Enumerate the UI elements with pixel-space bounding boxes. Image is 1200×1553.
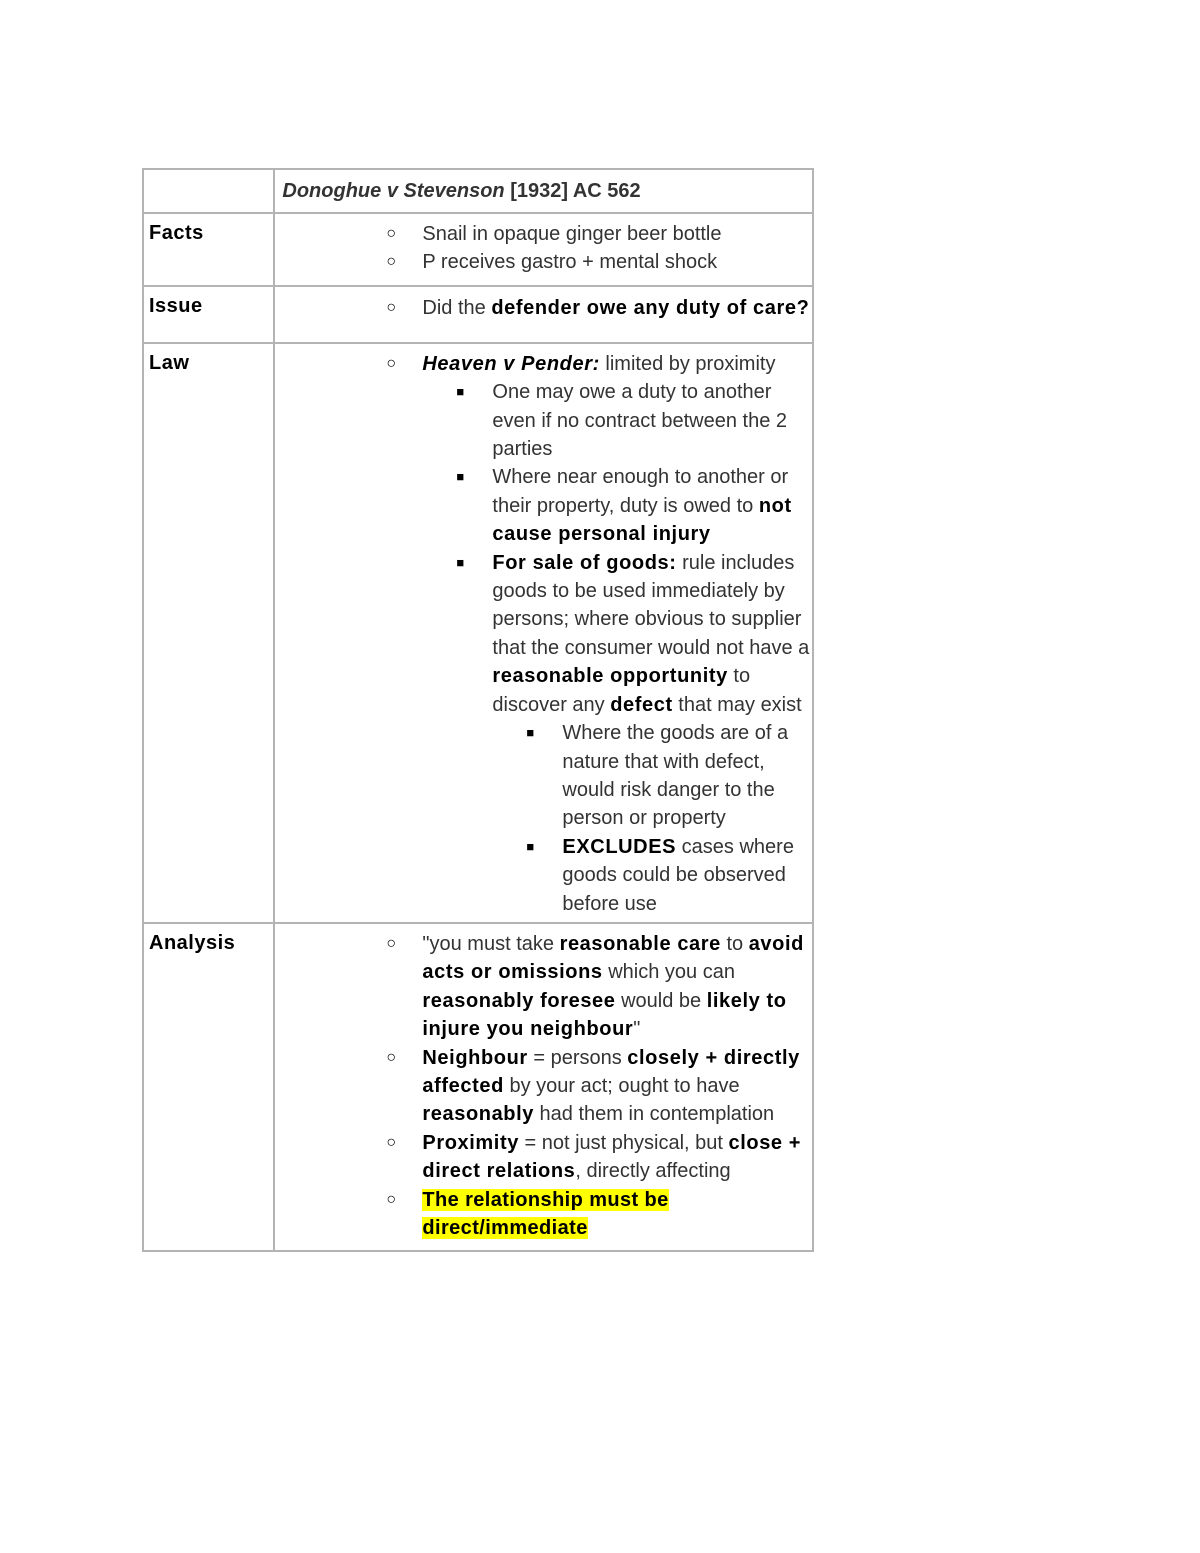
list-item: ○ Heaven v Pender: limited by proximity ■ One may owe a duty to another even if no contract between the 2 parties ■ Where near enough to another or their property, duty is owed to not cause personal injury ■ For sale of goods: rule includes goods to be used immediately by persons; where obvious to supplier that the consumer would not have a reasonable opportunity to discover any defect that may exist ■ Where the goods are of a nature that with defect, would risk danger to the person or property ■ EXCLUDES cases where goods could be observed before use <box>422 350 812 918</box>
highlighted-text: direct/immediate <box>422 1217 588 1239</box>
hollow-circle-bullet-icon: ○ <box>386 354 397 372</box>
law-row <box>143 343 813 923</box>
hollow-circle-bullet-icon: ○ <box>386 1048 397 1066</box>
issue-label: Issue <box>143 286 274 343</box>
case-heading <box>274 169 813 213</box>
hollow-circle-bullet-icon: ○ <box>386 253 397 271</box>
case-citation: [1932] AC 562 <box>510 180 641 202</box>
facts-row <box>143 213 813 286</box>
square-bullet-icon: ■ <box>526 838 535 854</box>
square-bullet-icon: ■ <box>526 725 535 741</box>
header-empty-cell <box>143 169 274 213</box>
analysis-label: Analysis <box>143 923 274 1251</box>
hollow-circle-bullet-icon: ○ <box>386 225 397 242</box>
list-item: ■ Where near enough to another or their property, duty is owed to not cause personal injury <box>492 463 812 548</box>
facts-content <box>274 213 813 286</box>
hollow-circle-bullet-icon: ○ <box>386 298 397 316</box>
list-item: ■ EXCLUDES cases where goods could be observed before use <box>562 833 812 918</box>
hollow-circle-bullet-icon: ○ <box>386 1133 397 1151</box>
list-item: ■ Where the goods are of a nature that with defect, would risk danger to the person or property <box>562 719 812 833</box>
analysis-row <box>143 923 813 1251</box>
square-bullet-icon: ■ <box>456 554 465 570</box>
case-brief-table <box>142 168 814 1252</box>
square-bullet-icon: ■ <box>456 469 465 485</box>
law-content <box>274 343 813 923</box>
list-item <box>386 1186 812 1243</box>
header-row <box>143 169 813 213</box>
hollow-circle-bullet-icon: ○ <box>386 934 397 952</box>
analysis-content <box>274 923 813 1251</box>
list-item: ○ Neighbour = persons closely + directly affected by your act; ought to have reasonably had them in contemplation <box>422 1044 812 1129</box>
hollow-circle-bullet-icon: ○ <box>386 1190 397 1208</box>
case-name: Donoghue v Stevenson <box>282 180 505 202</box>
list-item: ■ For sale of goods: rule includes goods to be used immediately by persons; where obvious to supplier that the consumer would not have a reasonable opportunity to discover any defect that may exist ■ Where the goods are of a nature that with defect, would risk danger to the person or property ■ EXCLUDES cases where goods could be observed before use <box>492 549 812 918</box>
square-bullet-icon: ■ <box>456 384 465 400</box>
list-item: ○ Proximity = not just physical, but close + direct relations, directly affecting <box>422 1129 812 1186</box>
list-item: ○ P receives gastro + mental shock <box>422 248 812 276</box>
list-item: ○ "you must take reasonable care to avoid acts or omissions which you can reasonably foresee would be likely to injure you neighbour" <box>422 930 812 1044</box>
list-item: ○ Did the defender owe any duty of care? <box>422 288 812 328</box>
list-item: ■ One may owe a duty to another even if no contract between the 2 parties <box>492 378 812 463</box>
list-item: ○ Snail in opaque ginger beer bottle <box>422 220 812 248</box>
highlighted-text: The relationship must be <box>422 1188 669 1211</box>
issue-content <box>274 286 813 343</box>
issue-row <box>143 286 813 343</box>
facts-label: Facts <box>143 213 274 286</box>
law-label: Law <box>143 343 274 923</box>
